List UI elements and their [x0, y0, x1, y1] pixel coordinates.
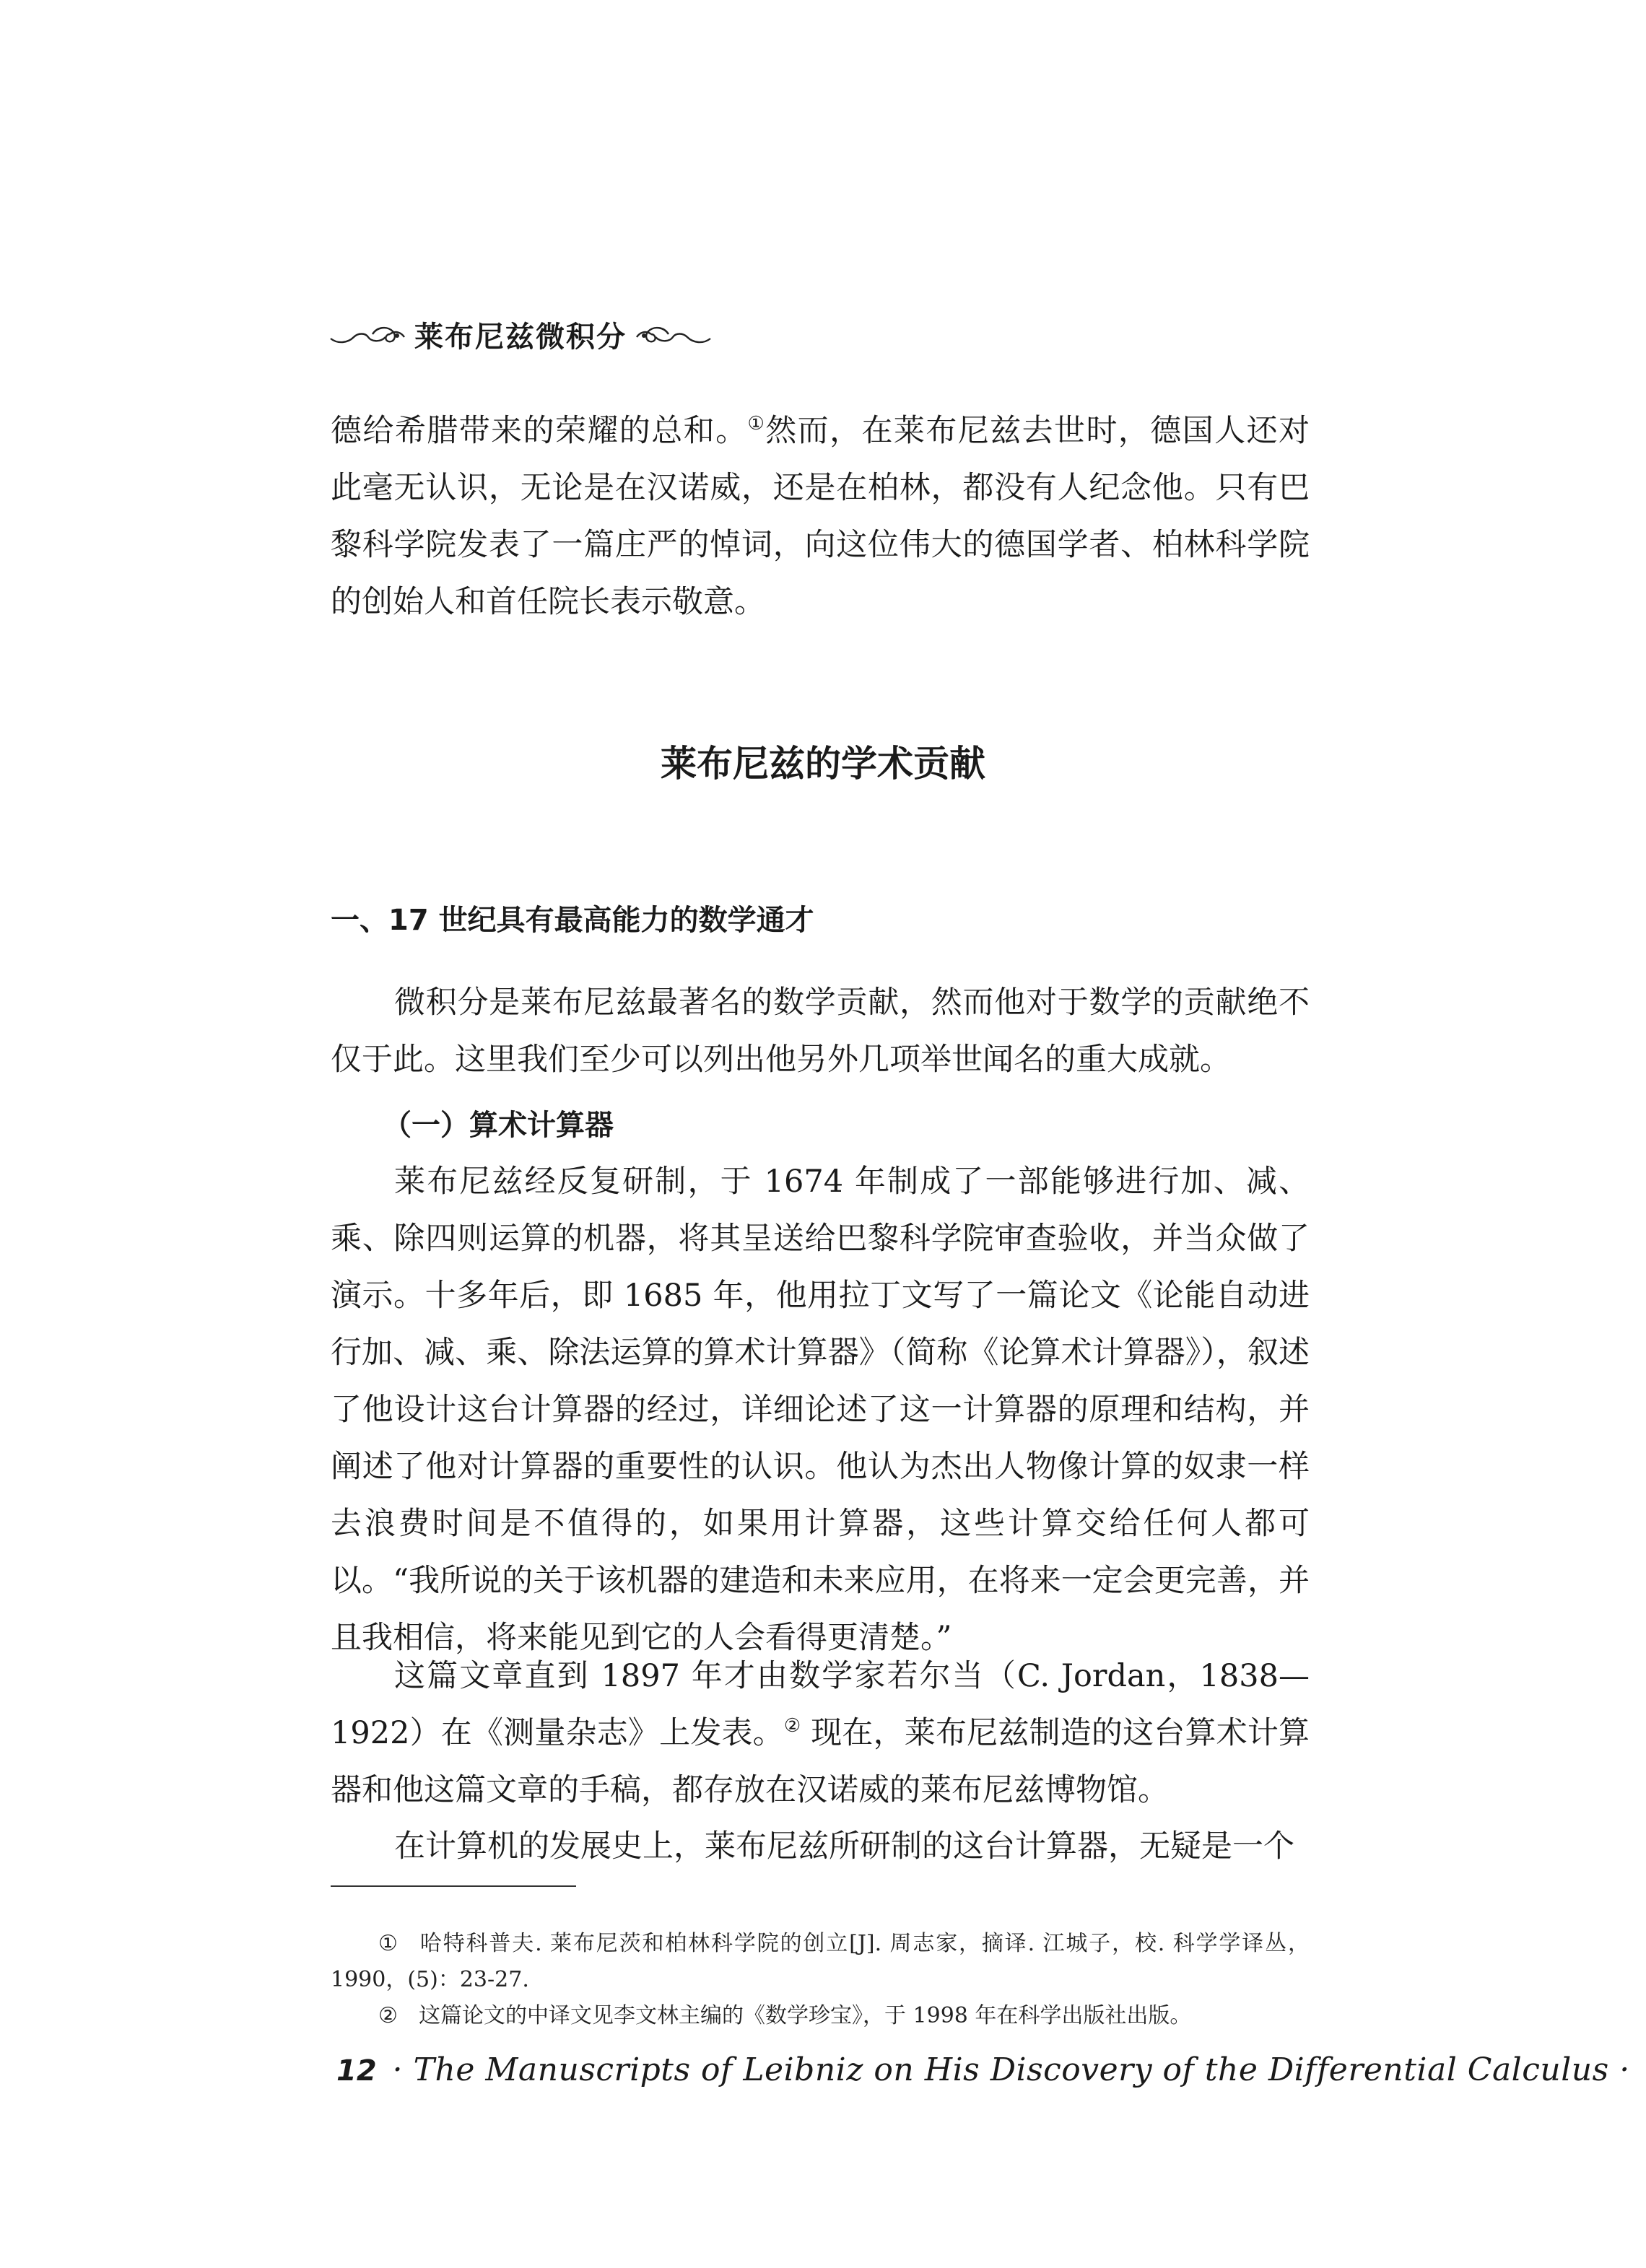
- subsubsection-heading: （一）算术计算器: [383, 1109, 614, 1142]
- running-head-title: 莱布尼兹微积分: [414, 320, 627, 354]
- book-title: · The Manuscripts of Leibniz on His Discovery of the Differential Calculus ·: [392, 2051, 1630, 2088]
- footnote-divider: [331, 1885, 576, 1887]
- intro-text-a: 德给希腊带来的荣耀的总和。: [331, 413, 748, 449]
- calculator-paragraph-2: [331, 1648, 1310, 1819]
- footnotes: [331, 1926, 1310, 2034]
- page-number: 12: [336, 2054, 377, 2088]
- footnote-2-mark: ②: [378, 2003, 398, 2028]
- footnote-2: [331, 1998, 1310, 2034]
- footnote-1-mark: ①: [378, 1931, 398, 1956]
- paragraph-2-text-b: 现在，莱布尼兹制造的这台算术计算器和他这篇文章的手稿，都存放在汉诺威的莱布尼兹博物馆。: [331, 1715, 1310, 1808]
- right-ornament-icon: [635, 320, 712, 349]
- paragraph-2-text-a: 这篇文章直到 1897 年才由数学家若尔当（C. Jordan，1838—1922）在《测量杂志》上发表。: [331, 1658, 1310, 1751]
- subsection-heading: 一、17 世纪具有最高能力的数学通才: [331, 904, 814, 937]
- left-ornament-icon: [329, 320, 406, 349]
- footnote-2-text: 这篇论文的中译文见李文林主编的《数学珍宝》，于 1998 年在科学出版社出版。: [419, 2003, 1192, 2028]
- running-header: [329, 309, 712, 359]
- calculator-paragraph-1: 莱布尼兹经反复研制，于 1674 年制成了一部能够进行加、减、乘、除四则运算的机器，将其呈送给巴黎科学院审查验收，并当众做了演示。十多年后，即 1685 年，他用拉丁文写了一篇论文《论能自动进行加、减、乘、除法运算的算术计算器》（简称《论算术计算器》），叙述了他设计这台计算器的经过，详细论述了这一计算器的原理和结构，并阐述了他对计算器的重要性的认识。他认为杰出人物像计算的奴隶一样去浪费时间是不值得的，如果用计算器，这些计算交给任何人都可以。“我所说的关于该机器的建造和未来应用，在将来一定会更完善，并且我相信，将来能见到它的人会看得更清楚。”: [331, 1164, 1310, 1656]
- page-footer: [336, 2051, 1630, 2088]
- calculator-paragraph-3: 在计算机的发展史上，莱布尼兹所研制的这台计算器，无疑是一个: [394, 1828, 1294, 1864]
- footnote-1: [331, 1926, 1310, 1998]
- intro-text-b: 然而，在莱布尼兹去世时，德国人还对此毫无认识，无论是在汉诺威，还是在柏林，都没有人纪念他。只有巴黎科学院发表了一篇庄严的悼词，向这位伟大的德国学者、柏林科学院的创始人和首任院长表示敬意。: [331, 413, 1310, 620]
- footnote-ref-2[interactable]: ②: [783, 1715, 801, 1737]
- subsection-intro-paragraph: 微积分是莱布尼兹最著名的数学贡献，然而他对于数学的贡献绝不仅于此。这里我们至少可以列出他另外几项举世闻名的重大成就。: [331, 985, 1310, 1078]
- intro-paragraph: [331, 403, 1310, 631]
- footnote-1-text: 哈特科普夫. 莱布尼茨和柏林科学院的创立[J]. 周志家，摘译. 江城子，校. 科学学译丛，1990，(5)：23-27.: [331, 1931, 1310, 1992]
- section-title: 莱布尼兹的学术贡献: [661, 742, 985, 785]
- footnote-ref-1[interactable]: ①: [747, 413, 766, 435]
